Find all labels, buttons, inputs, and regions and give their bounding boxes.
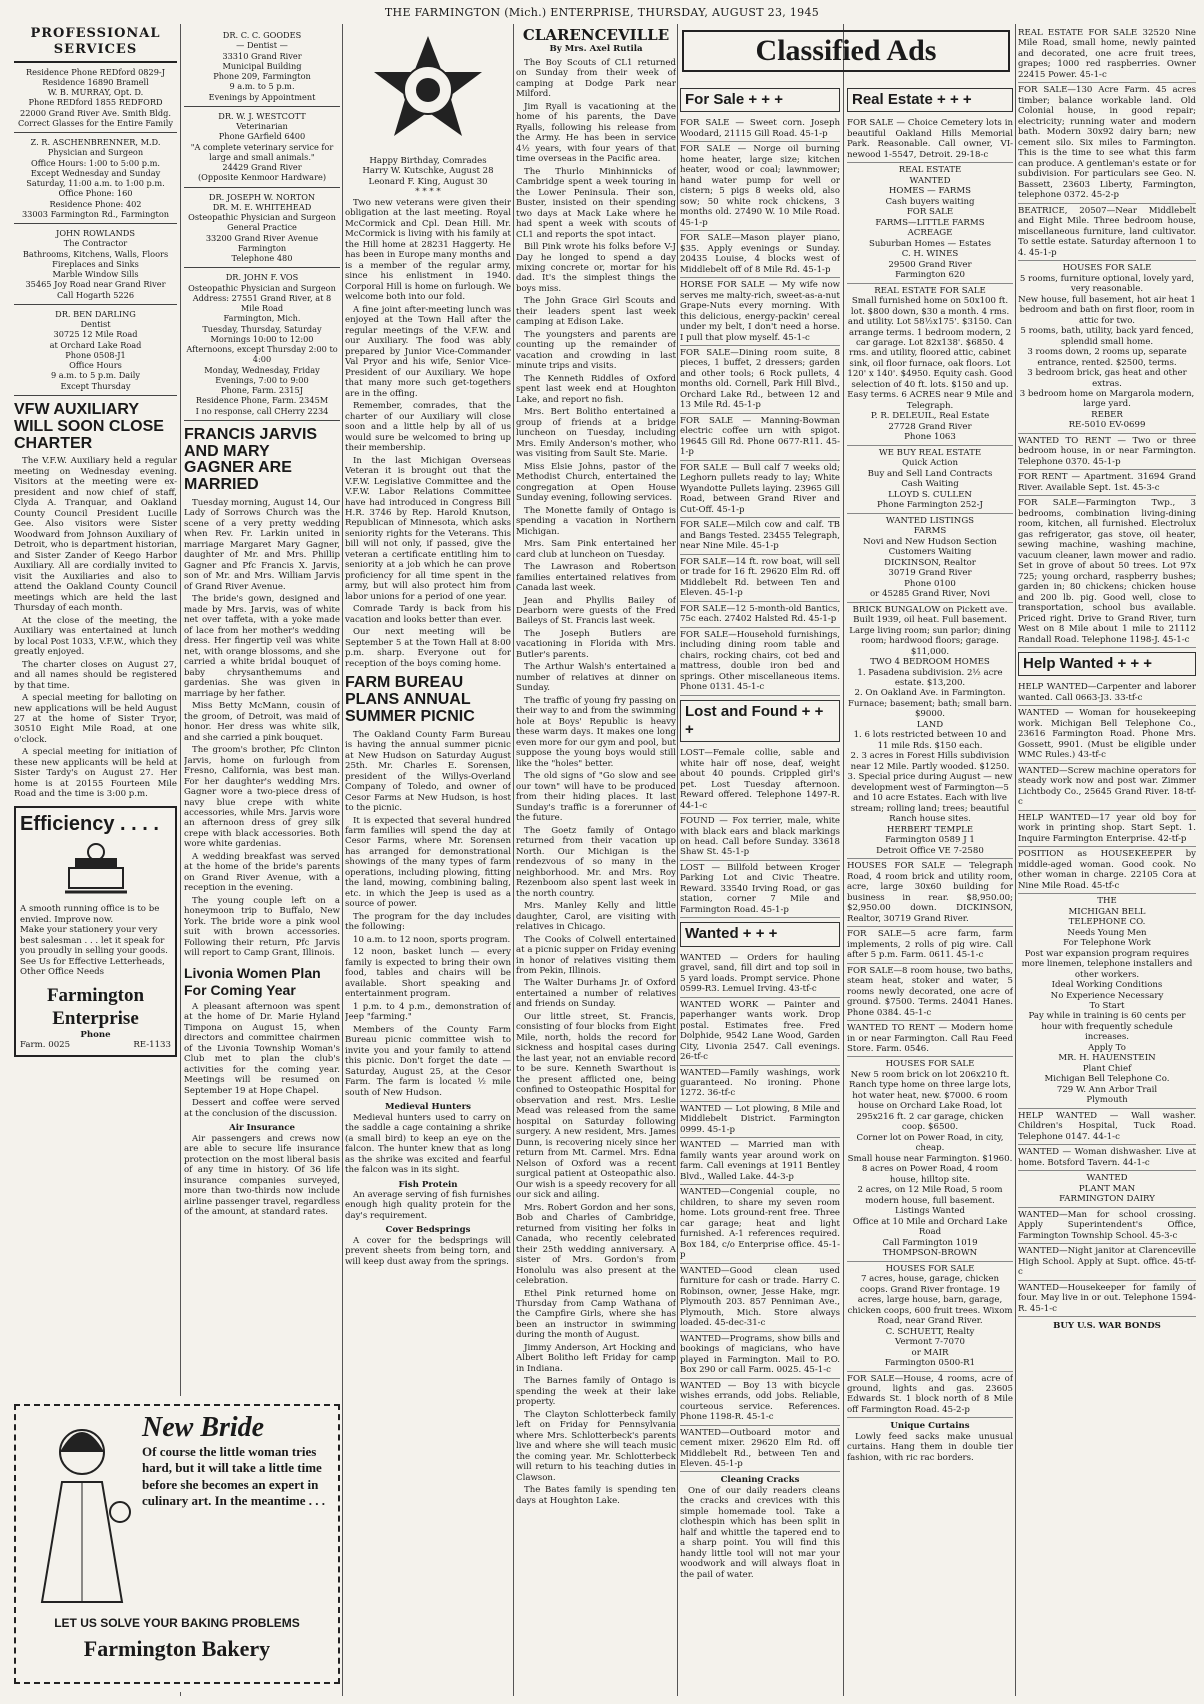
classified-ad: WANTED—Programs, show bills and bookings of magicians, who have played in Farmington. Mail to P.O. Box 290 or call Farm. 0025. 45-1-c [680, 1332, 840, 1379]
professional-cards-2 [184, 26, 340, 421]
classified-ad: FOUND — Fox terrier, male, white with black ears and black markings on head. Call before Sunday. 33618 Shaw St. 45-1-p [680, 814, 840, 861]
real-estate-list [847, 116, 1013, 1418]
classified-ad: FOR SALE — Bull calf 7 weeks old; Leghorn pullets ready to lay; White Wyandotte Pullets laying. 23965 Gill Road, between Grand River and Cut-Off. 45-1-p [680, 461, 840, 518]
classified-ad: REAL ESTATE WANTED HOMES — FARMS Cash buyers waiting FOR SALE FARMS—LITTLE FARMS ACREAGE Suburban Homes — Estates C. H. WINES 29500 Grand River Farmington 620 [847, 163, 1013, 283]
professional-card: JOHN ROWLANDS The Contractor Bathrooms, Kitchens, Walls, Floors Fireplaces and Sinks Marble Window Sills 35465 Joy Road near Grand River Call Hogarth 5226 [14, 224, 177, 305]
story-paragraph: The groom's brother, Pfc Clinton Jarvis, home on furlough from Fresno, California, was best man. For her daughter's wedding Mrs. Gagner wore a two-piece dress of navy blue crepe with white accessories, while Mrs. Jarvis wore an afternoon dress of grey silk crepe with black accessories. Both wore white gardenias. [184, 745, 340, 850]
cover-bedsprings-story [345, 1236, 511, 1267]
story-paragraph: 1 p.m. to 4 p.m., demonstration of Jeep "farming." [345, 1001, 511, 1023]
classified-ad: FOR RENT — Apartment. 31694 Grand River. Available Sept. 1st. 45-3-c [1018, 470, 1196, 496]
classified-ad: FOR SALE—Household furnishings, including dining room table and chairs, rocking chairs, cot bed and mattress, double iron bed and springs. Other miscellaneous items. Phone 0131. 45-1-c [680, 628, 840, 696]
classified-ad: FOR SALE—12 5-month-old Bantics, 75c each. 27402 Halsted Rd. 45-1-p [680, 602, 840, 628]
classified-ad: FOR SALE—5 acre farm, farm implements, 2 rolls of pig wire. Call after 5 p.m. Farm. 0611. 45-1-c [847, 927, 1013, 963]
classified-ad: FOR SALE — Sweet corn. Joseph Woodard, 21115 Gill Road. 45-1-p [680, 116, 840, 142]
story-paragraph: A special meeting for balloting on new applications will be held August 27 at the home of Sister Tryor, 30510 Eight Mile Road, at one o'clock. [14, 693, 177, 745]
story-paragraph: 12 noon, basket lunch — every family is expected to bring their own food, tables and chairs will be available. Short speaking and entertainment program. [345, 947, 511, 1000]
birthday-greetings: Happy Birthday, Comrades Harry W. Kutschke, August 28 Leonard F. King, August 30 [362, 156, 494, 187]
story-paragraph: 10 a.m. to 12 noon, sports program. [353, 934, 511, 945]
story-paragraph: Bill Pink wrote his folks before V-J Day he longed to spend a day mixing concrete or, mortar for his dad. It's the simplest things the boys miss. [516, 242, 676, 294]
jarvis-gagner-headline: FRANCIS JARVIS AND MARY GAGNER ARE MARRIED [184, 425, 318, 494]
classified-ad: HELP WANTED—17 year old boy for work in printing shop. Start Sept. 1. Inquire Farmington Enterprise. 42-tf-p [1018, 811, 1196, 847]
classified-banner [682, 28, 1010, 78]
classified-ad: WE BUY REAL ESTATE Quick Action Buy and Sell Land Contracts Cash Waiting LLOYD S. CULLEN Phone Farmington 252-J [847, 446, 1013, 514]
professional-card: DR. W. J. WESTCOTT Veterinarian Phone GArfield 6400 "A complete veterinary service for large and small animals." 24429 Grand River (Opposite Kenmoor Hardware) [184, 107, 340, 188]
story-paragraph: The Walter Durhams Jr. of Oxford entertained a number of relatives and friends on Sunday. [516, 978, 676, 1010]
vfw-emblem-icon [368, 32, 488, 152]
story-paragraph: The Clayton Schlotterbeck family left on Friday for Pennsylvania where Mrs. Schlotterbeck's parents live and where she will teach music the coming year. Mr. Schlotterbeck will return to his teaching duties in Clawson. [516, 1409, 676, 1483]
unique-curtains-story: Lowly feed sacks make unusual curtains. Hang them in double tier fashion, with ric rac borders. [847, 1431, 1013, 1463]
story-paragraph: The bride's gown, designed and made by Mrs. Jarvis, was of white net over taffeta, with a yoke made of lace from her mother's wedding dress. Her fingertip veil was white net, with orange blossoms, and she carried a white bridal bouquet of baby chrysanthemums and gardenias. She was given in marriage by her father. [184, 594, 340, 699]
classified-ad: WANTED — Lot plowing, 8 Mile and Middlebelt District. Farmington 0999. 45-1-p [680, 1102, 840, 1138]
air-insurance-story [184, 1134, 340, 1218]
wanted-tag: Wanted + + + [680, 922, 840, 946]
real-estate-tag: Real Estate + + + [847, 88, 1013, 112]
classified-ad: WANTED—Night janitor at Clarenceville High School. Apply at Supt. office. 45-tf-c [1018, 1244, 1196, 1280]
column-3 [345, 26, 511, 1696]
professional-services-heading: PROFESSIONAL SERVICES [14, 26, 177, 63]
story-paragraph: Remember, comrades, that the charter of our Auxiliary will close soon and a little help by all of us would sure be welcomed to bring up their membership. [345, 401, 511, 454]
classified-ad: LOST—Female collie, sable and white hair off nose, deaf, weight about 40 pounds. Crippled girl's pet. Lost Tuesday afternoon. Reward offered. Telephone 1497-R. 44-1-c [680, 746, 840, 814]
enterprise-phone-left: Farm. 0025 [20, 1040, 71, 1051]
classified-ad: FOR SALE — Manning-Bowman electric coffee urn with spigot. 19645 Gill Rd. Phone 0677-R11. 45-1-p [680, 414, 840, 461]
for-sale-list [680, 116, 840, 695]
classified-ad: FOR SALE—House, 4 rooms, acre of ground, lights and gas. 23605 Edwards St. 1 block north of 8 Mile off Farmington Road. 45-2-p [847, 1372, 1013, 1419]
classified-ad: WANTED—Screw machine operators for steady work now and post war. Zimmer Lichtbody Co., 25645 Grand River. 18-tf-c [1018, 764, 1196, 811]
for-sale-tag: For Sale + + + [680, 88, 840, 112]
cover-bedsprings-headline: Cover Bedsprings [385, 1225, 471, 1236]
efficiency-ad [14, 806, 177, 1057]
classified-ad: BEATRICE, 20507—Near Middlebelt and Eight Mile. Three bedroom house, miscellaneous furniture, land cultivator. To settle estate. Saturday afternoon 1 to 4. 45-1-p [1018, 204, 1196, 261]
classified-ad: FOR SALE—Dining room suite, 8 pieces, 1 buffet, 2 dressers; garden and other tools; 6 Rock pullets, 4 months old. Cornell, Park Hill Blvd., Orchard Lake Rd., between 12 and 13 Mile Rd. 45-1-p [680, 346, 840, 414]
story-paragraph: The Lawrason and Robertson families entertained relatives from Canada last week. [516, 562, 676, 594]
jarvis-gagner-story [184, 498, 340, 959]
story-paragraph: Medieval hunters used to carry on the saddle a cage containing a shrike (a small bird) to keep an eye on the falcon. The hunter knew that as long as the shrike was excited and fearful the falcon was in its sight. [345, 1112, 511, 1176]
help-wanted-tag: Help Wanted + + + [1018, 652, 1196, 676]
story-paragraph: Miss Betty McMann, cousin of the groom, of Detroit, was maid of honor. Her dress was white silk, and she carried a pink bouquet. [184, 701, 340, 743]
medieval-hunters-story [345, 1113, 511, 1176]
story-paragraph: A special meeting for initiation of these new applicants will be held at Sister Tardy's on August 27. Her home is at 20155 Fourteen Mile Road and the time is 3:00 p.m. [14, 747, 177, 800]
professional-card: Residence Phone REDford 0829-J Residence 16890 Bramell W. B. MURRAY, Opt. D. Phone REDford 1855 REDFORD 22000 Grand River Ave. Smith Bldg. Correct Glasses for the Entire Family [14, 63, 177, 134]
story-paragraph: Air passengers and crews now are able to secure life insurance protection on the most liberal basis of any time in history. Of 36 life insurance companies surveyed, more than two-thirds now include airline passenger travel, regardless of the amount, at standard rates. [184, 1133, 340, 1218]
efficiency-ad-title: Efficiency . . . . [20, 812, 159, 835]
professional-card: DR. JOHN F. VOS Osteopathic Physician and Surgeon Address: 27551 Grand River, at 8 Mile Road Farmington, Mich. Tuesday, Thursday, Saturday Mornings 10:00 to 12:00 Afternoons, except Thursday 2:00 to 4:00 Monday, Wednesday, Friday Evenings, 7:00 to 9:00 Phone, Farm. 2315J Residence Phone, Farm. 2345M I no response, call CHerry 2234 [184, 268, 340, 421]
classified-ad: FOR SALE—Milch cow and calf. TB and Bangs Tested. 23455 Telegraph, near Nine Mile. 45-1-p [680, 518, 840, 554]
classified-ad: WANTED—Congenial couple, no children, to share my seven room home. Lots ground-rent free. Three car garage; heat and light furnished. A-1 references required. Box 184, c/o Enterprise office. 45-1-p [680, 1185, 840, 1263]
story-paragraph: The Goetz family of Ontago returned from their vacation up North. Our Michigan is the rendezvous of so many in the neighborhood. Mr. and Mrs. Roy Rezenboom also spent last week in the north country. [516, 825, 676, 899]
story-paragraph: The youngsters and parents are counting up the remainder of vacation and crowding in last minute trips and visits. [516, 329, 676, 372]
story-paragraph: The V.F.W. Auxiliary held a regular meeting on Wednesday evening. Visitors at the meeting were ex-president and now chief of staff, Clyda A. Tranquar, and Oakland County Council President Lucille Gee. Also visitors were Sister Woodward from Johnson Auxiliary of Detroit, who is department historian, and Sister Zander of Keego Harbor Auxiliary. All are cordially invited to visit the Auxiliaries and also to attend the Oakland County Council meetings which are held the last Thursday of each month. [14, 456, 177, 614]
story-paragraph: Miss Elsie Johns, pastor of the Methodist Church, entertained the congregation at Open House Sunday evening, following services. [516, 461, 676, 504]
classified-ad: REAL ESTATE FOR SALE Small furnished home on 50x100 ft. lot. $800 down, $30 a month. 4 rms. and utility. Lot 58½x175'. $3150. Can arrange terms. 1 bedroom modern, 2 car garage. Lot 82x138'. $6850. 4 rms. and utility, floored attic, cabinet sink, oil floor furnace, oak floors. Lot 120' x 140'. $4950. Equity cash. Good selection of 40 ft. lots. $150 and up. Easy terms. 6 ACRES near 9 Mile and Telegraph. P. R. DELEUIL, Real Estate 27728 Grand River Phone 1063 [847, 284, 1013, 446]
classified-ad: WANTED—Family washings, work guaranteed. No ironing. Phone 1272. 36-tf-c [680, 1066, 840, 1102]
story-paragraph: The program for the day includes the following: [345, 911, 511, 933]
farm-bureau-story [345, 730, 511, 1098]
professional-card: DR. BEN DARLING Dentist 30725 12 Mile Road at Orchard Lake Road Phone 0508-J1 Office Hours 9 a.m. to 5 p.m. Daily Except Thursday [14, 305, 177, 396]
separator-stars: * * * * [415, 187, 441, 198]
efficiency-ad-body: A smooth running office is to be envied. Improve now. Make your stationery your very best salesman . . . let it speak for you proudly in selling your goods. See Us for Effective Letterheads, Other Office Needs [20, 904, 168, 978]
classified-ad: WANTED—Good clean used furniture for cash or trade. Harry C. Robinson, owner, Jesse Hake, mgr. Plymouth 203. 857 Penniman Ave., Plymouth, Mich. Store always loaded. 45-dec-31-c [680, 1264, 840, 1332]
classified-ad: FOR SALE—14 ft. row boat, will sell or trade for 16 ft. 29620 Elm Rd. off Middlebelt Rd. between Ten and Eleven. 45-1-p [680, 555, 840, 602]
story-paragraph: Ethel Pink returned home on Thursday from Camp Wathana of the Campfire Girls, where she has been an instructor in swimming during the month of August. [516, 1288, 676, 1341]
story-paragraph: Our next meeting will be September 5 at the Town Hall at 8:00 p.m. sharp. Everyone out for reception of the boys coming home. [345, 627, 511, 669]
story-paragraph: Our little street, St. Francis, consisting of four blocks from Eight Mile, north, holds the record for sickness and hospital cases during the last year, not an enviable record to be sure. Kenneth Swarthout is the present afflicted one, being confined to Osteopathic Hospital for observation and rest. Mrs. Leslie Mead was released from the same hospital on Saturday following surgery. A new resident, Mrs. James Dunn, is recovering nicely since her return from Mt. Carmel. Mrs. Edna Nelson of Oxford was a recent surgical patient at Osteopathic also. Our wish is a speedy recovery for all our sick and ailing. [516, 1011, 676, 1201]
wanted-list [680, 951, 840, 1473]
classified-ad: FOR SALE — Norge oil burning home heater, large size; kitchen heater, wood or coal; lawnmower; hand water pump for well or cistern; 5 pigs 8 weeks old, also sow; 50 white rock chickens, 3 months old. 27490 W. 10 Mile Road. 45-1-p [680, 142, 840, 231]
classified-title: Classified Ads [682, 30, 1010, 72]
classified-ad: HORSE FOR SALE — My wife now serves me malty-rich, sweet-as-a-nut Grape-Nuts every morning. With this delicious, energy-packin' cereal under my belt, I don't need a horse. I pull that plow myself. 45-1-c [680, 278, 840, 346]
classified-ad: WANTED—Man for school crossing. Apply Superintendent's Office, Farmington Township School. 45-3-c [1018, 1208, 1196, 1244]
help-wanted-list [1018, 680, 1196, 1317]
livonia-story [184, 1002, 340, 1119]
enterprise-name: Farmington Enterprise [46, 984, 145, 1029]
story-paragraph: Mrs. Sam Pink entertained her card club at luncheon on Tuesday. [516, 539, 676, 560]
classified-ad: WANTED PLANT MAN FARMINGTON DAIRY [1018, 1171, 1196, 1207]
story-paragraph: The Arthur Walsh's entertained a number of relatives at dinner on Sunday. [516, 662, 676, 694]
story-paragraph: The John Grace Girl Scouts and their leaders spent last week camping at Edison Lake. [516, 296, 676, 328]
story-paragraph: A wedding breakfast was served at the home of the bride's parents on Grand River Avenue, with a reception in the evening. [184, 851, 340, 894]
story-paragraph: The Monette family of Ontago is spending a vacation in Northern Michigan. [516, 505, 676, 537]
clarenceville-story [516, 58, 676, 1506]
classified-ad: HELP WANTED—Carpenter and laborer wanted. Call 0663-J3. 33-tf-c [1018, 680, 1196, 706]
story-paragraph: The Boy Scouts of CL1 returned on Sunday from their week of camping at Dodge Park near Milford. [516, 57, 676, 100]
farm-bureau-headline: FARM BUREAU PLANS ANNUAL SUMMER PICNIC [345, 674, 475, 725]
bakery-ad-slogan: LET US SOLVE YOUR BAKING PROBLEMS [54, 1616, 300, 1630]
bride-illustration-icon [22, 1412, 142, 1612]
column-rule [342, 24, 343, 1696]
typewriter-illustration-icon [61, 840, 131, 900]
story-paragraph: The Joseph Butlers are vacationing in Florida with Mrs. Butler's parents. [516, 628, 676, 660]
lost-found-list [680, 746, 840, 918]
classified-ad: FOR SALE — Choice Cemetery lots in beautiful Oakland Hills Memorial Park. Reasonable. Call owner, VI-newood 1-5547, Detroit. 29-18-c [847, 116, 1013, 163]
story-paragraph: The young couple left on a honeymoon trip to Buffalo, New York. The bride wore a pink wool suit with brown accessories. Following their return, Pfc Jarvis will report to Camp Grant, Illinois. [184, 895, 340, 959]
story-paragraph: An average serving of fish furnishes enough high quality protein for the day's requirement. [345, 1189, 511, 1221]
classified-ad: HOUSES FOR SALE 5 rooms, furniture optional, lovely yard, very reasonable. New house, full basement, hot air heat 1 bedroom and bath on first floor, room in attic for two. 5 rooms, bath, utility, back yard fenced, splendid small home. 3 rooms down, 2 rooms up, separate entrance, rented. $2500, terms. 3 bedroom brick, gas heat and other extras. 3 bedroom home on Margarola modern, large yard. REBER RE-5010 EV-0699 [1018, 261, 1196, 434]
story-paragraph: A fine joint after-meeting lunch was enjoyed at the Town Hall after the regular meetings of the V.F.W. and our Auxiliary. The food was ably prepared by Junior Vice-Commander Val Pryor and his wife, Senior Vice-President of our Auxiliary. We hope that many more such get-togethers are in the offing. [345, 304, 511, 399]
story-paragraph: Jimmy Anderson, Art Hocking and Albert Bolitho left Friday for camp in Indiana. [516, 1342, 676, 1374]
bakery-ad-name: Farmington Bakery [83, 1636, 271, 1661]
classified-ad: HOUSES FOR SALE New 5 room brick on lot 206x210 ft. Ranch type home on three large lots, hot water heat, new. $7000. 6 room house on Orchard Lake Road, lot 295x216 ft. 2 car garage, chicken coop. $6500. Corner lot on Power Road, in city, cheap. Small house near Farmington. $1960. 8 acres on Power Road, 4 room house, hilltop site. 2 acres, on 12 Mile Road, 5 room modern house, full basement. Listings Wanted Office at 10 Mile and Orchard Lake Road Call Farmington 1019 THOMPSON-BROWN [847, 1057, 1013, 1261]
story-paragraph: The traffic of young fry passing on their way to and from the swimming hole at Boys' Republic is heavy these warm days. It makes one long even more for our gym and pool, but suppose the young boys would still like the "holes" better. [516, 695, 676, 769]
story-paragraph: The old signs of "Go slow and see our town" will have to be produced from their hiding places. It last Sunday's traffic is a forerunner of the future. [516, 771, 676, 824]
cleaning-cracks-story: One of our daily readers cleans the cracks and crevices with this simple homemade tool. Take a clothespin which has been split in half and whittle the tapered end to a sharp point. You will find this handy little tool will not mar your woodwork and will always float in the pail of water. [680, 1485, 840, 1580]
classified-ad: WANTED WORK — Painter and paperhanger wants work. Drop postal. Estimates free. Fred Dolphide, 9542 Lane Wood, Garden City, Livonia 2547. Call evenings. 26-tf-c [680, 998, 840, 1066]
professional-card: DR. JOSEPH W. NORTON DR. M. E. WHITEHEAD Osteopathic Physician and Surgeon General Practice 33200 Grand River Avenue Farmington Telephone 480 [184, 188, 340, 269]
column-7-ads [1018, 26, 1196, 648]
story-paragraph: The Cooks of Colwell entertained at a picnic supper on Friday evening in honor of relatives visiting them from Pekin, Illinois. [516, 934, 676, 976]
story-paragraph: The Bates family is spending ten days at Houghton Lake. [516, 1485, 676, 1506]
classified-ad: FOR SALE—Mason player piano, $35. Apply evenings or Sunday. 20435 Louise, 4 blocks west of Middlebelt off of 8 Mile Rd. 45-1-p [680, 231, 840, 278]
unique-curtains-headline: Unique Curtains [890, 1421, 970, 1432]
story-paragraph: Mrs. Manley Kelly and little daughter, Carol, are visiting with relatives in Chicago. [516, 901, 676, 933]
classified-ad: WANTED TO RENT — Modern home in or near Farmington. Call Rau Feed Store. Farm. 0546. [847, 1021, 1013, 1057]
story-paragraph: In the last Michigan Overseas Veteran it is brought out that the V.F.W. Legislative Committee and the V.F.W. Labor Relations Committee have had introduced in Congress Bill H.R. 3746 by Rep. Harold Knutson, Republican of Minnesota, which asks seniority rights for the Veterans. This bill will not only, if passed, give the veteran a certificate entitling him to seniority at a job which he can prove proficiency for all time spent in the army, but will also protect him from labor unions for a period of one year. [345, 455, 511, 602]
classified-ad: HOUSES FOR SALE 7 acres, house, garage, chicken coops. Grand River frontage. 19 acres, large house, barn, garage, chicken coops, 600 fruit trees. Wixom Road, near Grand River. C. SCHUETT, Realty Vermont 7-7070 or MAIR Farmington 0500-R1 [847, 1262, 1013, 1372]
classified-ad: WANTED — Woman dishwasher. Live at home. Botsford Tavern. 44-1-c [1018, 1145, 1196, 1171]
lost-found-tag: Lost and Found + + + [680, 700, 840, 743]
classified-ad: HOUSES FOR SALE — Telegraph Road, 4 room brick and utility room, acre, large 30x60 building for business in rear. $8,950.00; $2,950.00 down. DICKINSON, Realtor, 30719 Grand River. [847, 859, 1013, 927]
vfw-news-story [345, 198, 511, 669]
column-rule [677, 24, 678, 1696]
story-paragraph: The Thurlo Minhinnicks of Cambridge spent a week touring in the Lower Peninsula. Their son, Buster, insisted on their spending two days at Mack Lake where he had spent a week with scouts of CL1 and reports the spot intact. [516, 166, 676, 240]
story-paragraph: Tuesday morning, August 14, Our Lady of Sorrows Church was the scene of a very pretty wedding when Rev. Fr. Larkin united in marriage Margaret Mary Gagner, daughter of Mr. and Mrs. Phillip Gagner and Pfc Francis X. Jarvis, son of Mr. and Mrs. William Jarvis of Grand River Avenue. [184, 497, 340, 592]
war-bonds-footer: BUY U.S. WAR BONDS [1053, 1321, 1161, 1332]
classified-ad: THE MICHIGAN BELL TELEPHONE CO. Needs Young Men For Telephone Work Post war expansion program requires more linemen, telephone installers and other workers. Ideal Working Conditions No Experience Necessary To Start Pay while in training is 60 cents per hour with frequently schedule increases. Apply To MR. H. HAUENSTEIN Plant Chief Michigan Bell Telephone Co. 729 W. Ann Arbor Trail Plymouth [1018, 894, 1196, 1109]
clarenceville-headline: CLARENCEVILLE [522, 26, 670, 44]
story-paragraph: Jim Ryall is vacationing at the home of his parents, the Dave Ryalls, following his release from the Army. He has been in service 4½ years, with four years of that time overseas in the Pacific area. [516, 101, 676, 165]
classified-ad: WANTED — Married man with family wants year around work on farm. Call evenings at 1911 Bentley Blvd., Walled Lake. 44-3-p [680, 1138, 840, 1185]
classified-ad: WANTED — Orders for hauling gravel, sand, fill dirt and top soil in 5 yard loads. Prompt service. Phone 0599-R3. Lemuel Irving. 43-tf-c [680, 951, 840, 998]
enterprise-phones [20, 1040, 171, 1050]
classified-ad: HELP WANTED — Wall washer. Children's Hospital, Tuck Road. Telephone 0147. 44-1-c [1018, 1109, 1196, 1145]
bakery-ad-title: New Bride [142, 1412, 265, 1443]
classified-ad: WANTED — Woman for housekeeping work. Michigan Bell Telephone Co., 23616 Farmington Road. Phone Mrs. Gossett, 9901. (Must be eligible under WMC Rules.) 43-tf-c [1018, 706, 1196, 763]
column-5 [680, 84, 840, 1696]
livonia-headline: Livonia Women Plan For Coming Year [184, 964, 321, 998]
classified-ad: WANTED—Housekeeper for family of four. May live in or out. Telephone 1594-R. 45-1-c [1018, 1281, 1196, 1317]
classified-ad: WANTED—Outboard motor and cement mixer. 29620 Elm Rd. off Middlebelt Rd., between Ten and Eleven. 45-1-p [680, 1426, 840, 1473]
story-paragraph: Mrs. Bert Bolitho entertained a group of friends at a bridge luncheon on Tuesday, including Mrs. Emily Anderson's mother, who was visiting from Sault Ste. Marie. [516, 407, 676, 460]
story-paragraph: It is expected that several hundred farm families will spend the day at Cesor Farms, where Mr. Sorensen has arranged for demonstrational showings of the many types of farm operations, including plowing, fitting the land, mowing, combining baling, etc. in which the Jeep is used as a source of power. [345, 815, 511, 910]
enterprise-phone-right: RE-1133 [133, 1040, 171, 1051]
classified-ad: LOST — Billfold between Kroger Parking Lot and Civic Theatre. Reward. 33540 Irving Road, or gas station, corner 7 Mile and Farmington Road. 45-1-p [680, 861, 840, 918]
classified-ad: POSITION as HOUSEKEEPER by middle-aged woman. Good cook. No other woman in charge. 22105 Cora at Nine Mile Road. 45-tf-c [1018, 847, 1196, 894]
classified-ad: FOR SALE—8 room house, two baths, steam heat, stoker and water, 5 rooms newly decorated, one acre of ground. $7500. Terms. 24041 Hanes. Phone 0384. 45-1-c [847, 964, 1013, 1021]
classified-ad: REAL ESTATE FOR SALE 32520 Nine Mile Road, small home, newly painted and decorated, one acre fruit trees, grapes; 1000 red raspberries. Owner 22415 Power. 45-1-c [1018, 26, 1196, 83]
story-paragraph: Comrade Tardy is back from his vacation and looks better than ever. [345, 604, 511, 625]
classified-ad: FOR SALE—Farmington Twp., 3 bedrooms, combination living-dining room, kitchen, all furnished. Electrolux gas refrigerator, gas stove, oil heater, sewing machine, washing machine, vacuum cleaner, lawn mower and radio. Set in grove of about 50 trees. Lot 97x 725; young orchard, raspberry bushes; garden in; 80 chickens; chicken house and 200 lb. pig. Good well, close to transportation, school bus available. Priced right. Drive to Grand River, turn West on 8 Mile about 1 mile to 21112 Randall Road. Telephone 1198-J. 45-1-c [1018, 496, 1196, 648]
story-paragraph: Members of the County Farm Bureau picnic committee wish to invite you and your family to attend this picnic. Don't forget the date — Saturday, August 25, at the Cesor Farm. The farm is located ½ mile south of New Hudson. [345, 1024, 511, 1098]
vfw-auxiliary-story [14, 456, 177, 800]
clarenceville-byline: By Mrs. Axel Rutila [549, 44, 643, 55]
story-paragraph: Dessert and coffee were served at the conclusion of the discussion. [184, 1098, 340, 1119]
classified-ad: WANTED TO RENT — Two or three bedroom house, in or near Farmington. Telephone 0370. 45-1-p [1018, 434, 1196, 470]
fish-protein-headline: Fish Protein [398, 1179, 458, 1190]
story-paragraph: The charter closes on August 27, and all names should be registered by that time. [14, 659, 177, 691]
column-6 [847, 84, 1013, 1696]
professional-card: DR. C. C. GOODES — Dentist — 33310 Grand River Municipal Building Phone 209, Farmington 9 a.m. to 5 p.m. Evenings by Appointment [184, 26, 340, 107]
bakery-ad [14, 1396, 340, 1692]
column-rule [843, 24, 844, 1696]
column-4 [516, 26, 676, 1696]
column-rule [1015, 24, 1016, 1696]
classified-ad: WANTED — Boy 13 with bicycle wishes errands, odd jobs. Reliable, courteous service. References. Phone 1198-R. 45-1-c [680, 1379, 840, 1426]
story-paragraph: The Oakland County Farm Bureau is having the annual summer picnic at New Hudson on Saturday August 25th. Mr. Charles E. Sorensen, president of the Willys-Overland Company of Toledo, and owner of Cesor Farms at New Hudson, is host to the picnic. [345, 729, 511, 814]
professional-cards [14, 63, 177, 396]
classified-ad: WANTED LISTINGS FARMS Novi and New Hudson Section Customers Waiting DICKINSON, Realtor 30719 Grand River Phone 0100 or 45285 Grand River, Novi [847, 514, 1013, 603]
story-paragraph: A pleasant afternoon was spent at the home of Dr. Marie Hyland Timpona on August 15, when directors and committee chairmen of the Livonia Township Woman's Club met to plan the club's activities for the coming year. Meetings will be resumed on September 19 at Hope Chapel. [184, 1001, 340, 1096]
bakery-ad-frame [14, 1404, 340, 1684]
masthead: THE FARMINGTON (Mich.) ENTERPRISE, THURSDAY, AUGUST 23, 1945 [384, 6, 820, 19]
enterprise-phone-label: Phone [80, 1029, 111, 1040]
story-paragraph: Two new veterans were given their obligation at the last meeting. Royal McCormick and Cpl. Dean Hill. Mr. McCormick is living with his family at the Hill home at 28231 Haggerty. He has been in Europe many months and is a member of the regular army, since his enlistment in 1940. Corporal Hill is home on furlough. We welcome both into our fold. [345, 197, 511, 303]
story-paragraph: The Kenneth Riddles of Oxford spent last week end at Houghton Lake, and report no fish. [516, 373, 676, 405]
story-paragraph: At the close of the meeting, the Auxiliary was entertained at lunch by local Post 1033, V.F.W., which they greatly enjoyed. [14, 615, 177, 658]
story-paragraph: Mrs. Robert Gordon and her sons, Bob and Charles of Cambridge, returned from visiting her folks in Canada, who recently celebrated their 25th wedding anniversary. A sister of Mrs. Gordon's from Honolulu was also present at the celebration. [516, 1202, 676, 1287]
classified-ad: FOR SALE—130 Acre Farm. 45 acres timber; balance workable land. Old Colonial house, in good repair; electricity; running water and modern bath. Modern 30x92 dairy barn; new cement silo. Six miles to Farmington. This is the time to see what this farm can produce. A gentleman's estate or for subdivision. For particulars see Geo. N. Bassett, 23603 Liberty, Farmington, telephone 0372. 45-2-p [1018, 83, 1196, 203]
story-paragraph: Jean and Phyllis Bailey of Dearborn were guests of the Fred Baileys of St. Francis last week. [516, 595, 676, 627]
professional-card: Z. R. ASCHENBRENNER, M.D. Physician and Surgeon Office Hours: 1:00 to 5:00 p.m. Except Wednesday and Sunday Saturday, 11:00 a.m. to 1:00 p.m. Office Phone: 160 Residence Phone: 402 33003 Farmington Rd., Farmington [14, 133, 177, 224]
air-insurance-headline: Air Insurance [229, 1123, 295, 1134]
vfw-auxiliary-headline: VFW AUXILIARY WILL SOON CLOSE CHARTER [14, 400, 164, 452]
story-paragraph: The Barnes family of Ontago is spending the week at their lake property. [516, 1376, 676, 1408]
column-rule [513, 24, 514, 1696]
story-paragraph: A cover for the bedsprings will prevent sheets from being torn, and will keep dust away from the springs. [345, 1235, 511, 1267]
column-7 [1018, 26, 1196, 1696]
medieval-hunters-headline: Medieval Hunters [385, 1102, 471, 1113]
bakery-ad-body: Of course the little woman tries hard, but it will take a little time before she becomes an expert in culinary art. In the meantime . . . [142, 1444, 326, 1508]
classified-ad: BRICK BUNGALOW on Pickett ave. Built 1939, oil heat. Full basement. Large living room; sun parlor; dining room; hardwood floors; garage. $11,000. TWO 4 BEDROOM HOMES 1. Pasadena subdivision. 2½ acre estate. $13,200. 2. On Oakland Ave. in Farmington. Furnace; basement; bath; small barn. $9000. LAND 1. 6 lots restricted between 10 and 11 mile Rds. $150 each. 2. 3 acres in Forest Hills subdivision near 12 Mile. Partly wooded. $1250. 3. Special price during August — new development west of Farmington—5 and 10 acre Estates. Each with live stream; rolling land; trees; beautiful Ranch house sites. HERBERT TEMPLE Farmington 0589 J 1 Detroit Office VE 7-2580 [847, 603, 1013, 860]
cleaning-cracks-headline: Cleaning Cracks [720, 1475, 800, 1486]
fish-protein-story [345, 1190, 511, 1221]
